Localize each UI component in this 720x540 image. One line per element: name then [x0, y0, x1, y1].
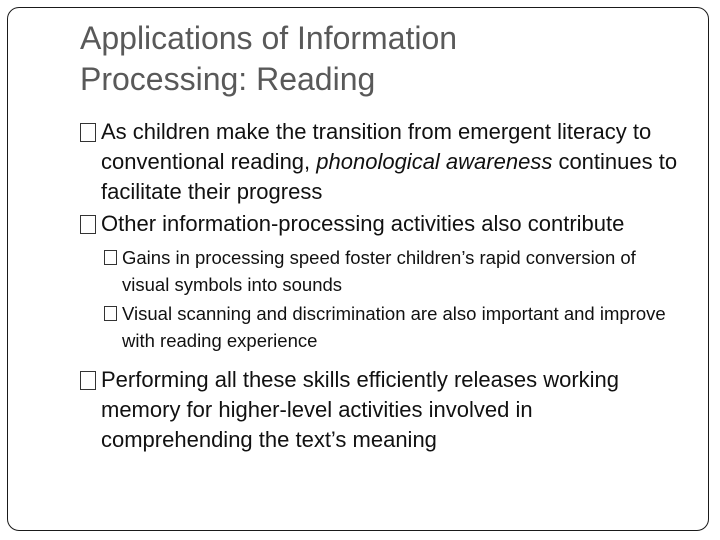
bullet-text: As children make the transition from emergent literacy to conventional reading,: [101, 119, 652, 174]
title-line-2: Processing: Reading: [80, 61, 376, 97]
bullet-item: [80, 365, 680, 455]
square-bullet-icon: [80, 371, 96, 390]
bullet-text: Other information-processing activities also contribute: [101, 211, 625, 236]
slide-title: [80, 18, 680, 100]
sub-bullet-text: Gains in processing speed foster children’s rapid conversion of visual symbols into sounds: [122, 247, 636, 295]
title-line-1: Applications of Information: [80, 20, 458, 56]
sub-bullet-item: [80, 244, 680, 298]
sub-bullet-text: Visual scanning and discrimination are also important and improve with reading experience: [122, 303, 666, 351]
bullet-list: [80, 117, 680, 455]
bullet-text: continues to facilitate their progress: [101, 149, 678, 204]
sub-bullet-item: [80, 300, 680, 354]
bullet-item: [80, 209, 680, 239]
bullet-emphasis: phonological awareness: [316, 149, 553, 174]
bullet-text: Performing all these skills efficiently releases working memory for higher-level activities involved in comprehending the text’s meaning: [101, 367, 620, 452]
bullet-item: [80, 117, 680, 207]
square-bullet-icon: [80, 123, 96, 142]
square-bullet-icon: [104, 306, 117, 321]
square-bullet-icon: [104, 250, 117, 265]
square-bullet-icon: [80, 215, 96, 234]
